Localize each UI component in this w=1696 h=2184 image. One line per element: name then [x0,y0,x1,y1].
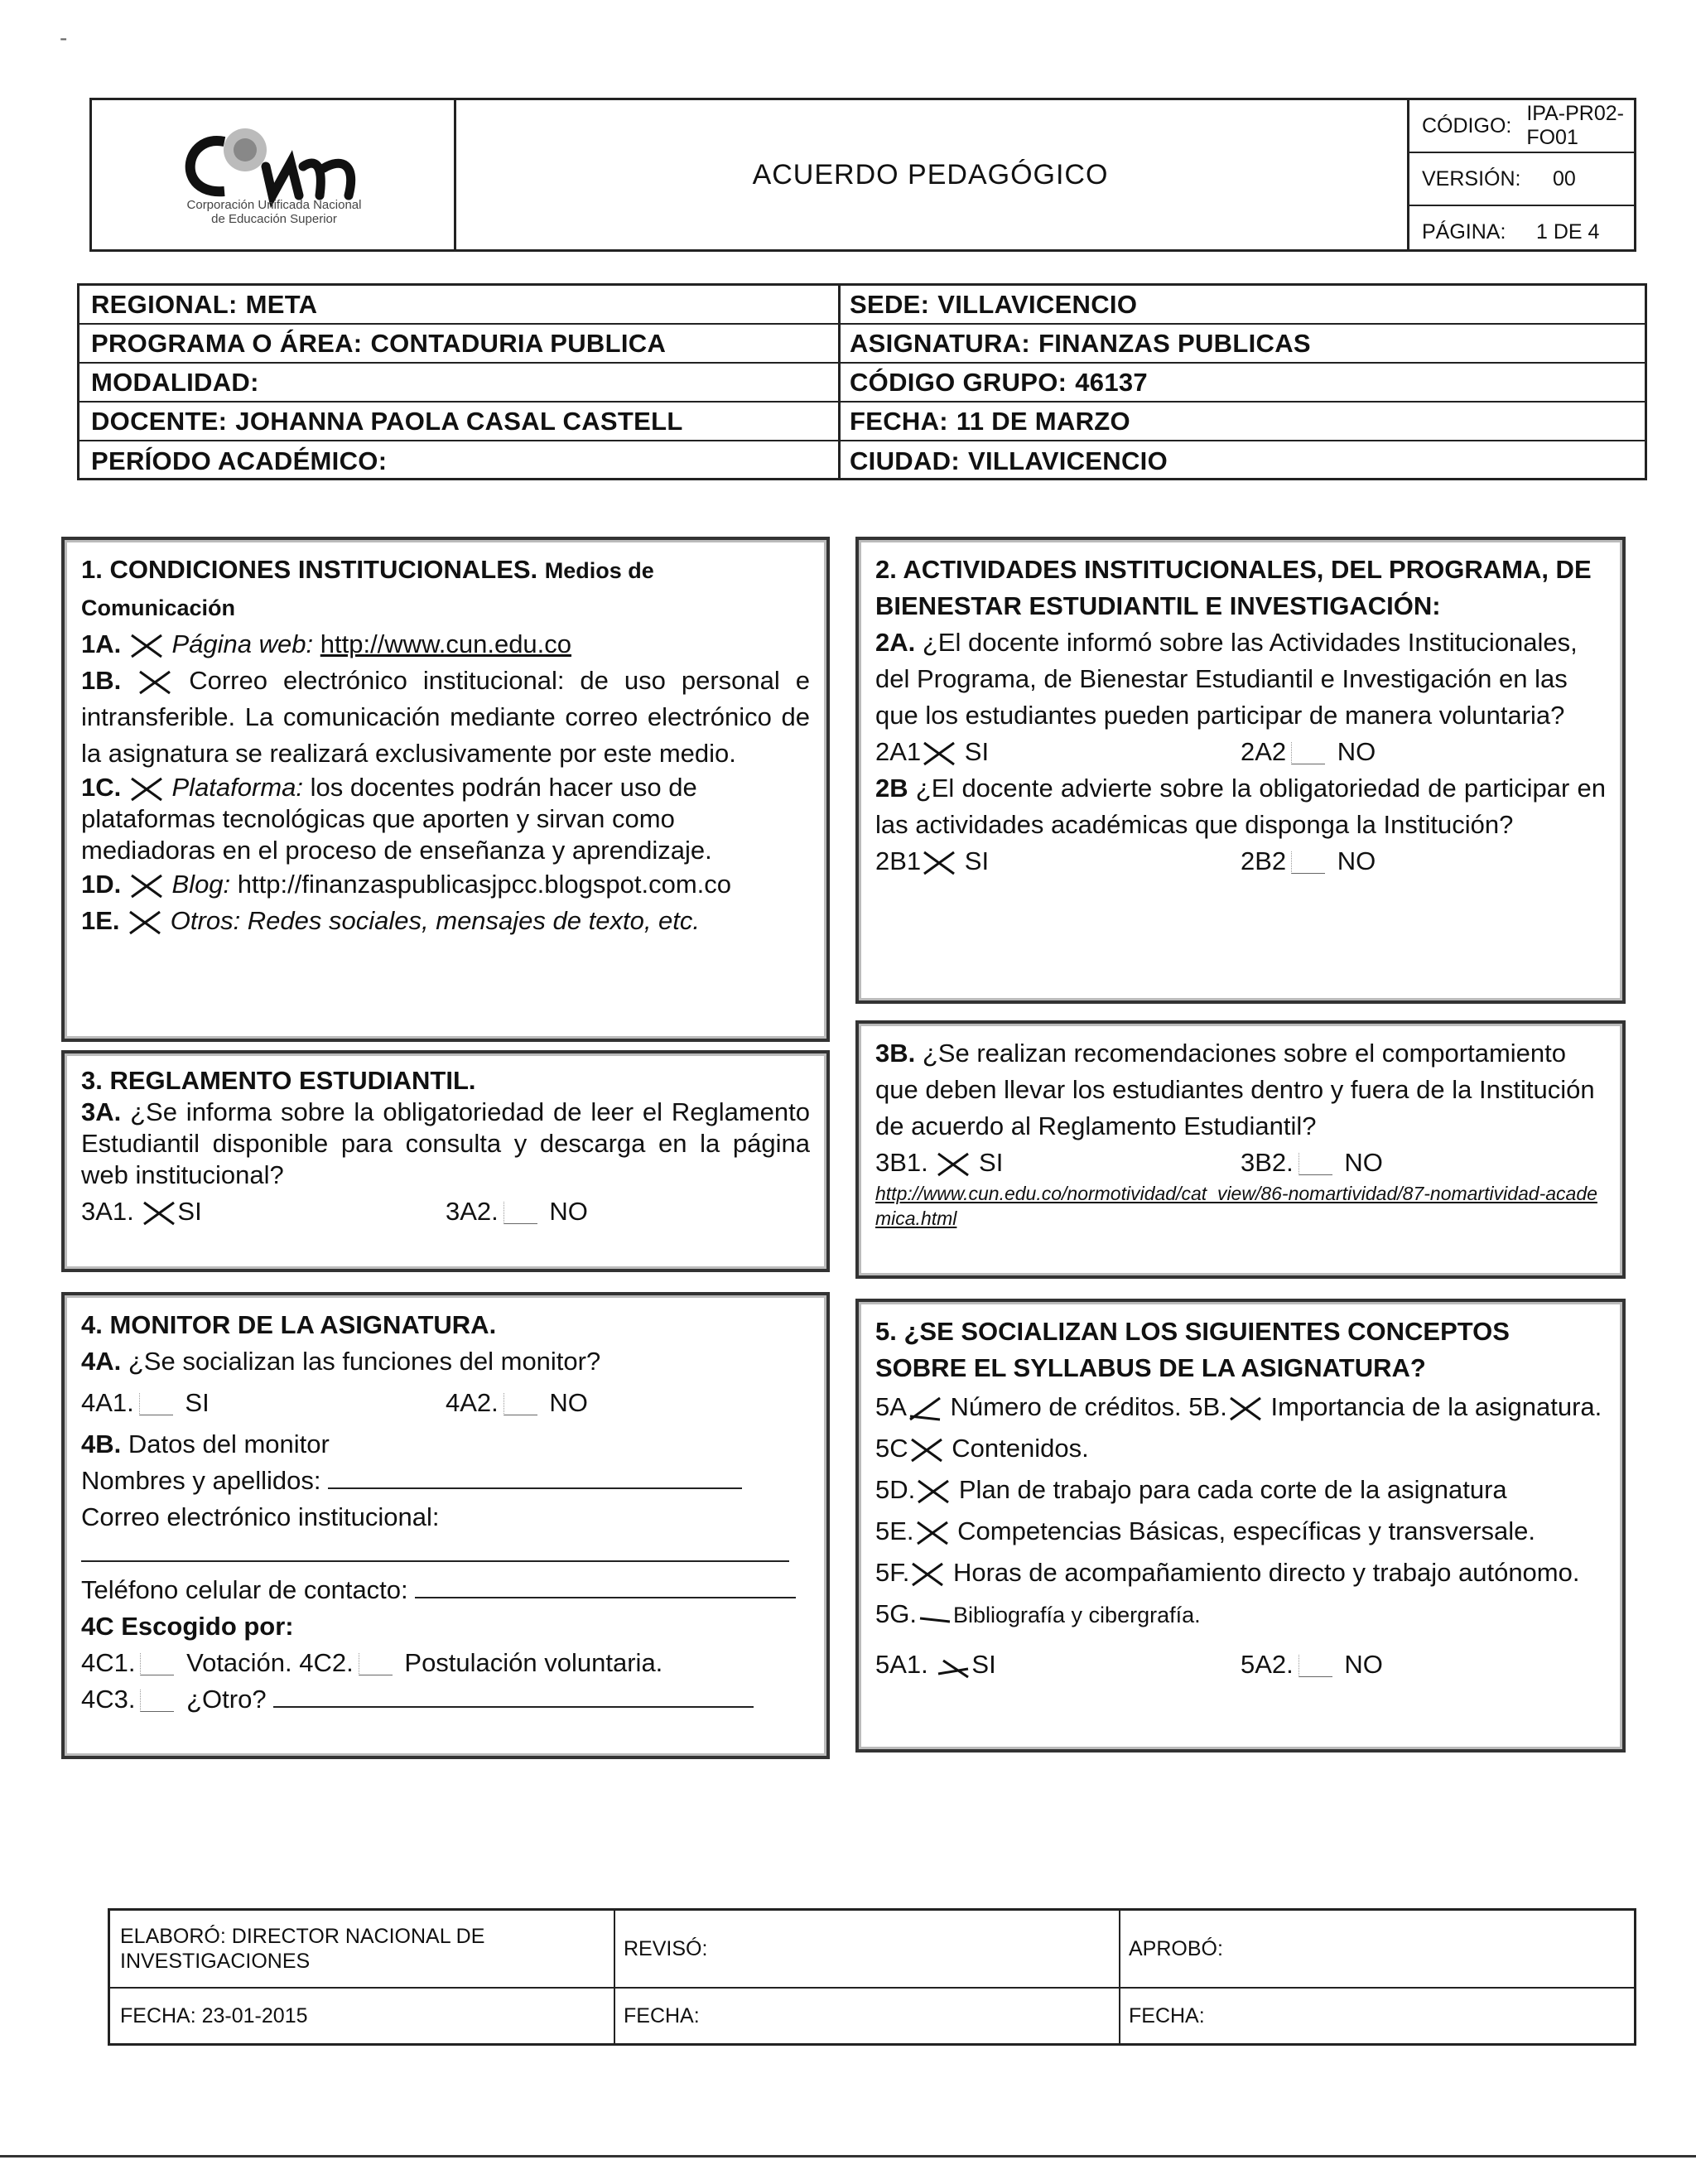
logo-sub-line-2: de Educación Superior [211,212,337,226]
item-4b-text: Datos del monitor [128,1429,330,1458]
course-info-left [80,286,841,478]
reglamento-link[interactable]: http://www.cun.edu.co/normotividad/cat_view/86-nomartividad/87-nomartividad-academica.html [875,1183,1597,1229]
document-header [89,98,1636,252]
option-si: SI [971,1650,996,1679]
item-2b-text: ¿El docente advierte sobre la obligatoriedad de participar en las actividades académicas que disponga la Institución? [875,774,1606,839]
item-code: 5F. [875,1558,910,1587]
aprobo-column [1119,1911,1634,2043]
info-value: CONTADURIA PUBLICA [370,328,667,358]
elaboro-cell [110,1911,614,1989]
item-1b-text: Correo electrónico institucional: de uso personal e intransferible. La comunicación mediante correo electrónico de la asignatura se realizará exclusivamente por este medio. [81,666,810,768]
info-value: JOHANNA PAOLA CASAL CASTELL [235,406,683,436]
unchecked-box[interactable] [140,1653,174,1675]
aprobo-cell [1119,1911,1634,1989]
logo-subtitle [142,198,407,226]
reviso-column [614,1911,1120,2043]
item-code: 5A [875,1392,907,1421]
option-no: NO [1344,1650,1383,1679]
item-5d-text: Plan de trabajo para cada corte de la asignatura [958,1475,1507,1504]
option-no: NO [549,1197,588,1226]
version-label: VERSIÓN: [1422,166,1521,190]
checked-icon[interactable] [908,1436,945,1464]
checked-icon[interactable] [137,668,173,697]
info-sede [838,286,1645,325]
checked-icon[interactable] [917,1602,953,1630]
document-meta [1407,100,1634,249]
checked-icon[interactable] [935,1652,971,1680]
option-code: 3A2. [446,1197,499,1226]
info-periodo [80,441,838,480]
option-code: 3B2. [1241,1148,1294,1177]
section-2-box [855,537,1626,1004]
option-si: SI [979,1148,1004,1177]
option-code: 4A2. [446,1388,499,1417]
item-4a-text: ¿Se socializan las funciones del monitor? [128,1347,601,1376]
section-5-title: 5. ¿SE SOCIALIZAN LOS SIGUIENTES CONCEPTOS SOBRE EL SYLLABUS DE LA ASIGNATURA? [875,1317,1510,1382]
checked-icon[interactable] [1227,1395,1264,1423]
info-label: CIUDAD: [850,446,960,475]
checked-icon[interactable] [128,872,165,900]
item-4a-answers [81,1385,810,1421]
option-code: 4C3. [81,1685,136,1714]
info-value: 46137 [1075,367,1148,397]
option-si: SI [964,737,990,766]
info-value: VILLAVICENCIO [967,446,1168,475]
item-5-answers [875,1644,1606,1685]
monitor-email-field[interactable] [81,1539,789,1562]
unchecked-box[interactable] [139,1393,173,1415]
item-2b-answers [875,843,1606,880]
checked-icon[interactable] [141,1199,177,1227]
pagina-label: PÁGINA: [1422,219,1506,243]
checked-icon[interactable] [935,1150,971,1179]
info-ciudad [838,441,1645,480]
info-label: MODALIDAD: [91,367,259,397]
option-no: NO [1344,1148,1383,1177]
pagina-value: 1 DE 4 [1536,219,1600,243]
fecha-3-text: FECHA: [1129,2004,1205,2027]
item-3b-text: ¿Se realizan recomendaciones sobre el comportamiento que deben llevar los estudiantes dentro y fuera de la Institución de acuerdo al Reglamento Estudiantil? [875,1039,1595,1140]
checked-icon[interactable] [127,909,163,937]
logo-cell [92,100,456,249]
fecha-2-text: FECHA: [624,2004,700,2027]
info-asignatura [838,325,1645,364]
bottom-rule [0,2155,1696,2157]
checked-icon[interactable] [128,775,165,803]
option-code: 3A1. [81,1197,134,1226]
checked-icon[interactable] [128,632,165,660]
item-5f-text: Horas de acompañamiento directo y trabajo autónomo. [952,1558,1580,1587]
info-label: SEDE: [850,289,930,319]
elaboro-column [110,1911,615,2043]
logo-sub-line-1: Corporación Unificada Nacional [186,198,362,212]
info-label: CÓDIGO GRUPO: [850,367,1067,397]
item-3b-code: 3B. [875,1039,916,1068]
item-4a-code: 4A. [81,1347,122,1376]
section-1-subtitle: Medios de Comunicación [81,558,654,620]
item-5c-text: Contenidos. [952,1434,1089,1463]
elaboro-text: ELABORÓ: DIRECTOR NACIONAL DE INVESTIGACIONES [120,1925,485,1973]
option-code: 5A2. [1241,1650,1294,1679]
unchecked-box[interactable] [1291,742,1325,764]
checked-icon[interactable] [915,1478,952,1506]
option-code: 2B1 [875,846,922,875]
section-3-title: 3. REGLAMENTO ESTUDIANTIL. [81,1066,476,1095]
monitor-email-label: Correo electrónico institucional: [81,1502,440,1531]
version-value: 00 [1553,166,1576,190]
info-docente [80,403,838,441]
item-1c-label: Plataforma: [171,773,304,802]
item-1c-code: 1C. [81,773,122,802]
info-modalidad [80,364,838,403]
blog-link[interactable]: http://finanzaspublicasjpcc.blogspot.com.co [237,870,732,899]
section-1-title: 1. CONDICIONES INSTITUCIONALES. [81,555,538,584]
item-5a-text: Número de créditos. [950,1392,1182,1421]
item-4b-code: 4B. [81,1429,122,1458]
item-1e-text: Otros: Redes sociales, mensajes de texto, etc. [170,906,701,935]
item-code: 5G. [875,1599,917,1628]
item-3a-text: ¿Se informa sobre la obligatoriedad de leer el Reglamento Estudiantil disponible para consulta y descarga en la página web institucional? [81,1097,810,1189]
info-programa [80,325,838,364]
course-info-right [838,286,1645,478]
option-no: NO [1337,846,1376,875]
page-mark: - [60,25,68,51]
option-postulacion: Postulación voluntaria. [404,1648,663,1677]
cun-logo [166,117,365,208]
info-label: ASIGNATURA: [850,328,1030,358]
info-label: FECHA: [850,406,948,436]
checked-icon[interactable] [907,1395,943,1423]
codigo-row [1407,100,1634,153]
option-code: 2A2 [1241,737,1287,766]
item-3b-answers [875,1145,1606,1181]
item-1a-code: 1A. [81,629,122,658]
option-code: 4C1. [81,1648,136,1677]
item-2a-text: ¿El docente informó sobre las Actividades Institucionales, del Programa, de Bienestar Estudiantil e Investigación en las que los estudiantes pueden participar de manera voluntaria? [875,628,1578,730]
website-link[interactable]: http://www.cun.edu.co [320,629,572,658]
section-2-title: 2. ACTIVIDADES INSTITUCIONALES, DEL PROGRAMA, DE BIENESTAR ESTUDIANTIL E INVESTIGACIÓN: [875,555,1592,620]
approval-footer [108,1908,1636,2046]
item-2a-code: 2A. [875,628,916,657]
info-value: FINANZAS PUBLICAS [1038,328,1311,358]
info-fecha [838,403,1645,441]
info-label: PROGRAMA O ÁREA: [91,328,363,358]
codigo-label: CÓDIGO: [1422,113,1512,137]
info-value: 11 DE MARZO [956,406,1130,436]
item-code: 5C [875,1434,908,1463]
section-5-box [855,1299,1626,1753]
option-si: SI [964,846,990,875]
monitor-name-field[interactable] [328,1466,742,1489]
section-4-title: 4. MONITOR DE LA ASIGNATURA. [81,1310,497,1339]
item-code: 5D. [875,1475,916,1504]
checked-icon[interactable] [909,1560,946,1589]
unchecked-box[interactable] [504,1393,537,1415]
section-4-box [61,1292,830,1759]
option-no: NO [1337,737,1376,766]
item-2b-code: 2B [875,774,908,803]
section-1-box [61,537,830,1042]
info-label: PERÍODO ACADÉMICO: [91,446,388,475]
info-label: DOCENTE: [91,406,228,436]
info-value: META [245,289,318,319]
section-3-box [61,1050,830,1272]
item-1c-text: los docentes podrán hacer uso de plataformas tecnológicas que aporten y sirvan como mediadoras en el proceso de enseñanza y aprendizaje. [81,773,712,865]
reviso-text: REVISÓ: [624,1937,708,1960]
info-codigo-grupo [838,364,1645,403]
item-2a-answers [875,734,1606,770]
fecha-1-text: FECHA: 23-01-2015 [120,2004,308,2027]
fecha-3-cell [1119,1989,1634,2043]
item-code: 5E. [875,1516,914,1545]
fecha-2-cell [614,1989,1119,2043]
option-si: SI [185,1388,210,1417]
codigo-value: IPA-PR02-FO01 [1526,102,1624,149]
option-otro: ¿Otro? [186,1685,267,1714]
info-label: REGIONAL: [91,289,238,319]
section-3b-box [855,1020,1626,1279]
version-row [1407,153,1634,206]
unchecked-box[interactable] [504,1202,537,1224]
option-si: SI [177,1197,202,1226]
info-value: VILLAVICENCIO [937,289,1138,319]
item-1e-code: 1E. [81,906,120,935]
monitor-name-label: Nombres y apellidos: [81,1466,321,1495]
info-regional [80,286,838,325]
item-5e-text: Competencias Básicas, específicas y transversale. [957,1516,1535,1545]
option-no: NO [549,1388,588,1417]
checked-icon[interactable] [921,740,957,768]
fecha-1-cell [110,1989,614,2043]
item-3a-code: 3A. [81,1097,122,1126]
item-5g-text: Bibliografía y cibergrafía. [952,1603,1201,1627]
item-1d-label: Blog: [171,870,231,899]
course-info-table [77,283,1647,480]
option-code: 3B1. [875,1148,928,1177]
unchecked-box[interactable] [1298,1655,1332,1677]
monitor-phone-label: Teléfono celular de contacto: [81,1575,408,1604]
option-code: 4A1. [81,1388,134,1417]
unchecked-box[interactable] [359,1653,393,1675]
item-1a-label: Página web: [171,629,314,658]
option-votacion: Votación. [186,1648,292,1677]
option-code: 5A1. [875,1650,928,1679]
aprobo-text: APROBÓ: [1129,1937,1223,1960]
option-code: 4C2. [299,1648,354,1677]
item-5b-text: Importancia de la asignatura. [1270,1392,1602,1421]
item-4c-title: 4C Escogido por: [81,1612,294,1641]
checked-icon[interactable] [914,1519,951,1547]
item-3a-answers [81,1196,810,1227]
unchecked-box[interactable] [140,1690,174,1712]
pagina-row [1407,206,1634,258]
reviso-cell [614,1911,1119,1989]
unchecked-box[interactable] [1291,851,1325,874]
monitor-phone-field[interactable] [415,1575,796,1598]
other-field[interactable] [273,1685,754,1708]
option-code: 2B2 [1241,846,1287,875]
checked-icon[interactable] [921,849,957,877]
item-1d-code: 1D. [81,870,122,899]
item-code: 5B. [1188,1392,1227,1421]
unchecked-box[interactable] [1298,1153,1332,1175]
item-1b-code: 1B. [81,666,122,695]
document-title: ACUERDO PEDAGÓGICO [454,100,1409,249]
option-code: 2A1 [875,737,922,766]
